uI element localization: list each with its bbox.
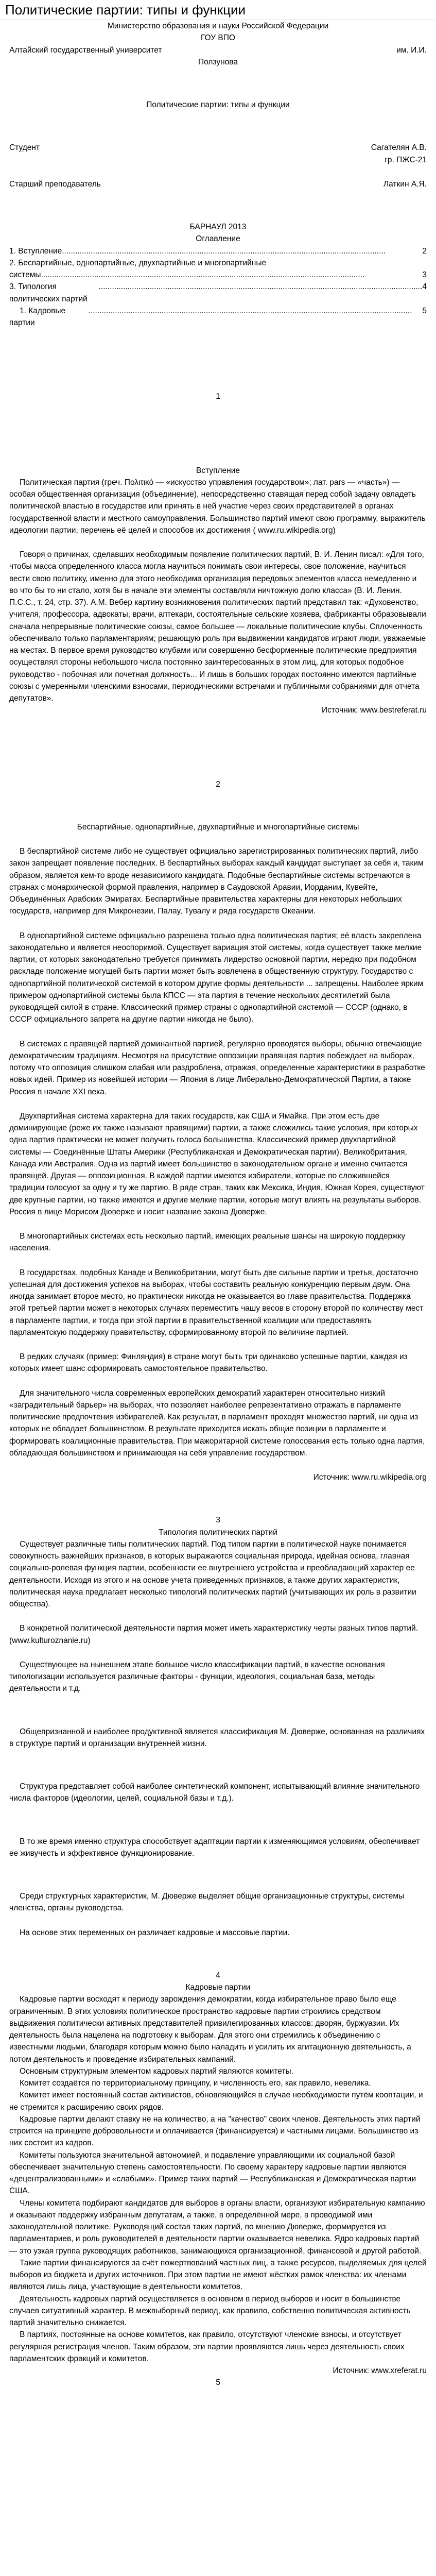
paragraph: Основным структурным элементом кадровых партий являются комитеты. bbox=[20, 2066, 293, 2076]
toc-item-page: 5 bbox=[422, 306, 427, 315]
university-name: Алтайский государственный университет bbox=[9, 45, 162, 55]
toc-item[interactable] bbox=[9, 305, 427, 329]
cover-topic: Политические партии: типы и функции bbox=[146, 100, 290, 109]
page-number: 3 bbox=[216, 1516, 220, 1525]
toc-item-page: 4 bbox=[422, 282, 427, 292]
paragraph: Общепризнанной и наиболее продуктивной является классификация М. Дюверже, основанная на различиях в структуре партий и организации внутренней жизни. bbox=[9, 1727, 425, 1748]
paragraph: Существующее на нынешнем этапе большое число классификации партий, в качестве основания типологизации используется различные факторы - функции, идеология, социальная база, методы деятельности и т.д. bbox=[9, 1660, 385, 1693]
teacher-line bbox=[9, 178, 427, 190]
paragraph: На основе этих переменных он различает кадровые и массовые партии. bbox=[20, 1928, 290, 1937]
paragraph: Кадровые партии восходят к периоду зарождения демократии, когда избирательное право было еще ограниченным. В этих условиях политическое пространство кадровые партии строились средством выдвижения политически активных представителей привилегированных классов: дворян, буржуазии. Их деятельность была нацелена на подготовку к выборам. Для этого они стремились к объединению с известными людьми, благодаря которым можно было наладить и усилить их агитационную деятельность, а потом деятельность и проведение избирательных кампаний. bbox=[9, 1995, 411, 2064]
paragraph: Существует различные типы политических партий. Под типом партии в политической науке понимается совокупность важнейших признаков, в которых выражаются социальная природа, идейная основа, главная социально-ролевая функция партии, особенности ее внутреннего устройства и преобладающий характер ее деятельности. Исходя из этого и на основе учета приведенных признаков, а также других характеристик, политическая наука предлагает несколько типологий политических партий (учитывающих их роль в развитии общества). bbox=[9, 1539, 416, 1608]
toc-leader: .................................................................................................................................................. bbox=[88, 306, 412, 315]
paragraph: Кадровые партии делают ставку не на количество, а на "качество" своих членов. Деятельность этих партий строится на принципе добровольности и оплачивается (финансируется) и частными лицами. Большинство из них состоит из кадров. bbox=[9, 2114, 421, 2148]
paragraph: В государствах, подобных Канаде и Великобритании, могут быть две сильные партии и третья, достаточно успешная для достижения успехов на выборах, чтобы составить реальную конкуренцию первым двум. Она иногда занимает второе место, но практически никогда не оказывается во главе правительства. Поддержка этой третьей партии может в некоторых случаях переместить чашу весов в сторону второй по количеству мест в парламенте партии, и тогда при этой партии в правительственной коалиции или предоставлять парламентскую поддержку правительству, сформированному второй по величине партией. bbox=[9, 1268, 424, 1337]
paragraph: В системах с правящей партией доминантной партией, регулярно проводятся выборы, обычно отвечающие демократическим традициям. Несмотря на присутствие оппозиции правящая партия побеждает на выборах, потому что оппозиция слишком слабая или раздроблена, отражая, определенные характеристики в разработке новых идей. Пример из новейшей истории — Япония в лице Либерально-Демократической Партии, а также Россия в начале XXI века. bbox=[9, 1039, 425, 1096]
paragraph: Члены комитета подбирают кандидатов для выборов в органы власти, организуют избирательную кампанию и оказывают поддержку избранным депутатам, а также, в определённой мере, в проводимой ими законодательной политике. Руководящий состав таких партий, по мнению Дюверже, формируется из парламентариев, и роль руководителей в деятельности партии оказывается невелика. Ядро кадровых партий — это узкая группа руководящих работников, занимающихся организационной, финансовой и другой работой. bbox=[9, 2198, 425, 2256]
page-number: 2 bbox=[216, 779, 220, 789]
student-line bbox=[9, 142, 427, 154]
typology-heading: Типология политических партий bbox=[159, 1528, 277, 1537]
toc-item-label: 1. Вступление bbox=[9, 246, 62, 256]
paragraph: В беспартийной системе либо не существует официально зарегистрированных политических партий, либо закон запрещает появление последних. В беспартийных выборах каждый кандидат выступает за себя и, таким образом, является кем-то вроде независимого кандидата. Подобные беспартийные системы встречаются в странах с монархической формой правления, например в Саудовской Аравии, Иордании, Кувейте, Объединённых Арабских Эмиратах. Беспартийные правительства характерны для некоторых небольших государств, например для Микронезии, Палау, Тувалу и ряда государств Океании. bbox=[9, 847, 424, 916]
paragraph: Деятельность кадровых партий осуществляется в основном в период выборов и носит в большинстве случаев ситуативный характер. В межвыборный период, как правило, собственно политическая активность партий значительно снижается. bbox=[9, 2294, 411, 2327]
paragraph: В редких случаях (пример: Финляндия) в стране могут быть три одинаково успешные партии, каждая из которых имеет шанс сформировать самостоятельное правительство. bbox=[9, 1352, 408, 1374]
source-link[interactable]: Источник: www.bestreferat.ru bbox=[322, 706, 427, 715]
paragraph: Политическая партия (греч. Πολιτικό — «искусство управления государством»; лат. pars — «часть») — особая общественная организация (объединение), непосредственно ставящая перед собой задачу овладеть политической властью в государстве или принять в ней участие через своих представителей в органах государственной власти и местного самоуправления. Большинство партий имеют свою программу, выражитель идеологии партии, перечень её целей и способов их достижения ( www.ru.wikipedia.org) bbox=[9, 478, 426, 535]
polzunov-line: Ползунова bbox=[198, 57, 238, 66]
page-number: 4 bbox=[216, 1971, 220, 1980]
student-label: Студент bbox=[9, 143, 40, 152]
paragraph: Комитеты пользуются значительной автономией, и подавление управляющими их социальной базой обеспечивает значительную степень самостоятельности. По своему характеру кадровые партии являются «децентрализованными» и «слабыми». Пример таких партий — Республиканская и Демократическая партии США. bbox=[9, 2150, 416, 2196]
paragraph: Комитет имеет постоянный состав активистов, обновляющийся в случае необходимости путём кооптации, и не стремится к расширению своих рядов. bbox=[9, 2091, 423, 2112]
paragraph: Среди структурных характеристик, М. Дюверже выделяет общие организационные структуры, системы членства, органы руководства. bbox=[9, 1892, 405, 1913]
teacher-name: Латкин А.Я. bbox=[383, 179, 427, 189]
toc-leader: .................................................................................................................................................. bbox=[98, 282, 423, 292]
page-number: 1 bbox=[216, 392, 220, 401]
paragraph: Говоря о причинах, сделавших необходимым появление политических партий, В. И. Ленин писал: «Для того, чтобы масса определенного класса могла научиться понимать свои интересы, свое положение, научиться вести свою политику, именно для этого необходима организация передовых элементов класса немедленно и во что бы то ни стало, хотя бы в начале эти элементы составляли ничтожную долю класса» (В. И. Ленин. П.С.С., т. 24, стр. 37). А.М. Вебер картину возникновения политических партий представил так: «Духовенство, учителя, профессора, адвокаты, врачи, аптекари, состоятельные сельские хозяева, фабриканты образовывали сначала непрерывные политические союзы, самое большее — локальные политические клубы. Сплоченность обеспечивало только парламентариям; решающую роль при выдвижении кандидатов играют люди, уважаемые на местах. В первое время руководство клубами или совершенно бесформенные политические предприятия осуществлял стороны небольшого числа постоянно заинтересованных в этом лиц, для которых подобное руководство - побочная или почетная должность... И лишь в больших городах постоянно имеются партийные союзы с умеренными членскими взносами, периодическими встречами и публичными собраниями для отчета депутатов». bbox=[9, 550, 426, 703]
student-name: Сагателян А.В. bbox=[371, 143, 427, 152]
document-body bbox=[0, 20, 436, 2389]
source-link[interactable]: Источник: www.ru.wikipedia.org bbox=[313, 1473, 427, 1482]
toc-leader: .................................................................................................................................................. bbox=[41, 270, 365, 279]
paragraph: Структура представляет собой наиболее синтетический компонент, испытывающий влияние значительного числа факторов (идеологии, целей, социальной базы и т.д.). bbox=[9, 1782, 420, 1803]
toc-item[interactable] bbox=[9, 245, 427, 257]
document-title: Политические партии: типы и функции bbox=[0, 0, 436, 20]
paragraph: Комитет создаётся по территориальному принципу, и численность его, как правило, невелика. bbox=[20, 2079, 371, 2088]
ministry-line: Министерство образования и науки Российской Федерации bbox=[107, 22, 329, 30]
teacher-label: Старший преподаватель bbox=[9, 179, 101, 189]
toc-item[interactable] bbox=[9, 257, 427, 269]
gou-line: ГОУ ВПО bbox=[201, 33, 235, 43]
paragraph: В однопартийной системе официально разрешена только одна политическая партия; её власть закреплена законодательно и является неоспоримой. Существует вариация этой системы, когда существует также мелкие партии, от которых законодательно требуется принимать лидерство основной партии, нередко при подобном раскладе положение могущей быть партии может быть вовлечена в общественную структуру. Государство с однопартийной политической системой в котором другие формы деятельности ... запрещены. Наиболее ярким примером однопартийной системы была КПСС — эта партия в течение нескольких десятилетий была руководящей силой в стране. Классический пример страны с однопартийной системой — СССР (однако, в СССР официального запрета на другие партии никогда не было). bbox=[9, 931, 424, 1024]
toc-item-label: 1. Кадровые партии bbox=[9, 306, 66, 327]
paragraph: В конкретной политической деятельности партия может иметь характеристику черты разных типов партий. (www.kulturoznanie.ru) bbox=[9, 1624, 418, 1645]
toc-item-label: 2. Беспартийные, однопартийные, двухпартийные и многопартийные bbox=[9, 258, 267, 267]
paragraph: В многопартийных системах есть несколько партий, имеющих реальные шансы на широкую поддержку населения. bbox=[9, 1232, 406, 1253]
toc-item-label: системы bbox=[9, 270, 41, 279]
source-link[interactable]: Источник: www.xreferat.ru bbox=[333, 2366, 427, 2375]
paragraph: Такие партии финансируются за счёт пожертвований частных лиц, а также ресурсов, выделяемых для целей выборов из бюджета и других источников. При этом партии не имеют жёстких рамок членства: их членами являются лишь лица, участвующие в деятельности комитетов. bbox=[9, 2258, 427, 2292]
university-im: им. И.И. bbox=[396, 45, 427, 55]
toc-heading: Оглавление bbox=[196, 234, 240, 244]
group-line: гр. ПЖС-21 bbox=[385, 155, 427, 164]
paragraph: В партиях, постоянные на основе комитетов, как правило, отсутствуют членские взносы, и отсутствует регулярная регистрация членов. Таким образом, эти партии проявляются лишь через деятельность своих парламентских фракций и комитетов. bbox=[9, 2330, 405, 2363]
paragraph: Двухпартийная система характерна для таких государств, как США и Ямайка. При этом есть две доминирующие (реже их также называют правящими) партии, а также сложились такие условия, при которых одна партия практически не может получить голоса большинства. Классический пример двухпартийной системы — Соединённые Штаты Америки (Республиканская и Демократическая партии). Великобритания, Канада или Австралия. Одна из партий имеет большинство в законодательном органе и именно считается правящей. Другая — оппозиционная. В каждой партии имеются избиратели, которые по сложившейся традиции голосуют за одну и ту же партию. В ряде стран, таких как Мексика, Индия, Южная Корея, существуют две крупные партии, но также имеются и другие мелкие партии, которые могут влиять на результаты выборов. Россия в лице Морисом Дюверже и носит название закона Дюверже. bbox=[9, 1111, 425, 1216]
intro-heading: Вступление bbox=[196, 466, 240, 475]
systems-heading: Беспартийные, однопартийные, двухпартийные и многопартийные системы bbox=[77, 822, 359, 832]
city-year: БАРНАУЛ 2013 bbox=[189, 223, 247, 231]
page-number: 5 bbox=[216, 2378, 220, 2387]
toc-item[interactable] bbox=[9, 281, 427, 305]
cadre-heading: Кадровые партии bbox=[185, 1983, 251, 1992]
university-line bbox=[9, 44, 427, 56]
toc-item[interactable] bbox=[9, 269, 427, 281]
toc-leader: .................................................................................................................................................. bbox=[62, 246, 386, 256]
paragraph: Для значительного числа современных европейских демократий характерен относительно низкий «заградительный барьер» на выборах, что позволяет наиболее репрезентативно отражать в парламенте политические предпочтения избирателей. Как результат, в парламент проходят множество партий, ни одна из которых не обладает большинством. В результате приходится искать общие позиции в парламенте и формировать коалиционные правительства. При мажоритарной системе голосования есть только одна партия, обладающая большинством и принимающая на себя управление государством. bbox=[9, 1388, 425, 1458]
paragraph: В то же время именно структура способствует адаптации партии к изменяющимся условиям, обеспечивает ее живучесть и эффективное функционирование. bbox=[9, 1837, 420, 1858]
toc-item-page: 2 bbox=[422, 246, 427, 256]
table-of-contents bbox=[9, 245, 427, 329]
toc-item-label: 3. Типология политических партий bbox=[9, 282, 88, 303]
toc-item-page: 3 bbox=[422, 270, 427, 279]
